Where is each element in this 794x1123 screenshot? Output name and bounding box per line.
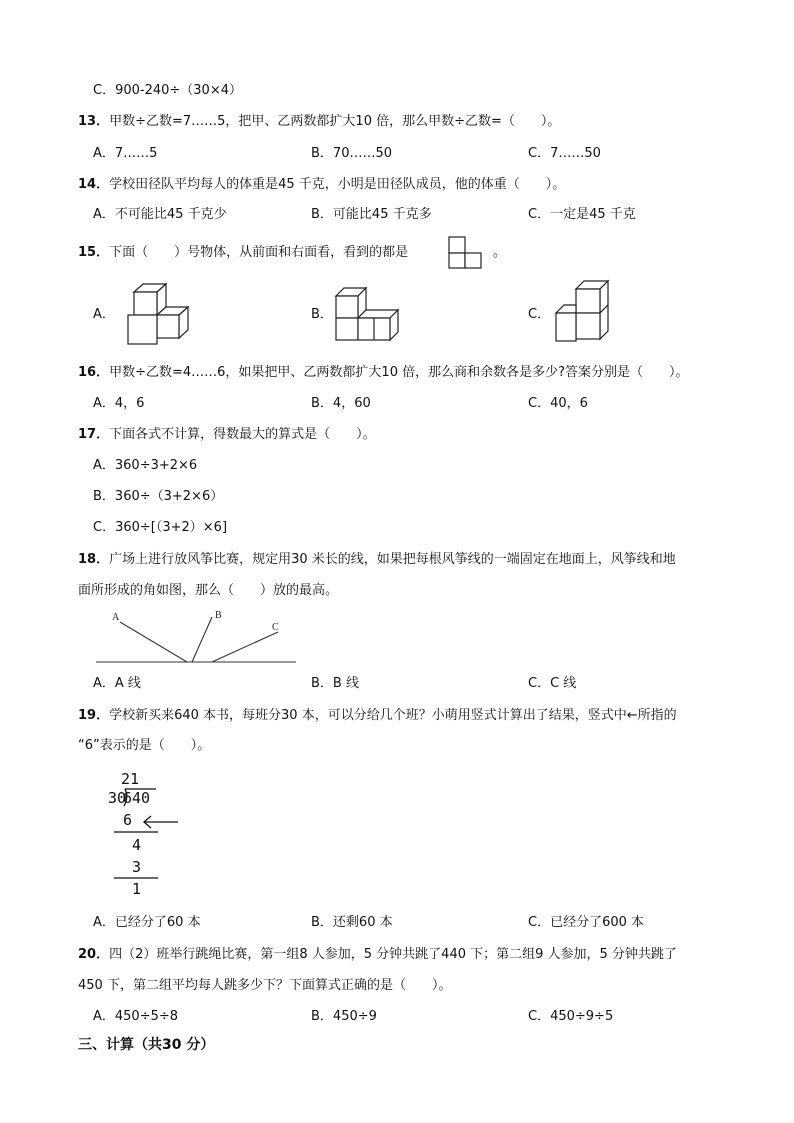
q16-number: 16． xyxy=(78,365,110,380)
q20-option-b: B．450÷9 xyxy=(311,1009,377,1024)
q15-label-a: A． xyxy=(93,307,115,322)
q16-option-a: A．4，6 xyxy=(93,396,145,411)
q19-divisor: 30 xyxy=(108,789,127,807)
q20-text-line1: 四（2）班举行跳绳比赛，第一组8 人参加，5 分钟共跳了440 下；第二组9 人参加，5 分钟共跳了 xyxy=(109,947,677,962)
q20-number: 20． xyxy=(78,947,110,962)
q18-option-c: C．C 线 xyxy=(528,676,577,691)
q13-number: 13． xyxy=(78,114,110,129)
q19-remainder: 1 xyxy=(132,880,142,898)
q19-option-b: B．还剩60 本 xyxy=(311,915,393,930)
q19-number: 19． xyxy=(78,708,110,723)
q19-dividend: 640 xyxy=(123,789,151,807)
q18-text-line2: 面所形成的角如图，那么（ ）放的最高。 xyxy=(78,583,339,598)
q20-question-line1 xyxy=(78,946,677,964)
q20-option-c: C．450÷9÷5 xyxy=(528,1009,614,1024)
q13-option-b: B．70……50 xyxy=(311,146,393,161)
q18-text-line1: 广场上进行放风筝比赛，规定用30 米长的线，如果把每根风筝线的一端固定在地面上，风筝线和地 xyxy=(109,552,676,567)
q18-question-line1 xyxy=(78,551,676,569)
q16-text: 甲数÷乙数=4……6，如果把甲、乙两数都扩大10 倍，那么商和余数各是多少?答案分别是（ ）。 xyxy=(109,365,689,380)
q14-option-a: A．不可能比45 千克少 xyxy=(93,207,227,222)
q19-question-line1 xyxy=(78,707,677,725)
q19-quotient: 21 xyxy=(121,770,140,788)
q13-question xyxy=(78,113,560,131)
q18-kite-line-figure xyxy=(96,608,298,666)
q15-cube-figure-b xyxy=(332,284,402,344)
q13-option-a: A．7……5 xyxy=(93,146,158,161)
q19-long-division xyxy=(108,768,188,900)
q19-text-line2: “6”表示的是（ ）。 xyxy=(78,738,211,753)
q17-option-a: A．360÷3+2×6 xyxy=(93,458,198,473)
q17-text: 下面各式不计算，得数最大的算式是（ ）。 xyxy=(109,427,376,442)
q14-number: 14． xyxy=(78,177,110,192)
q19-step-four: 4 xyxy=(132,836,142,854)
q16-question xyxy=(78,364,689,382)
q18-label-c: C xyxy=(272,622,279,633)
q17-option-c: C．360÷[（3+2）×6] xyxy=(93,520,228,535)
q13-option-c: C．7……50 xyxy=(528,146,601,161)
q18-number: 18． xyxy=(78,552,110,567)
q19-step-three: 3 xyxy=(132,858,142,876)
q19-option-c: C．已经分了600 本 xyxy=(528,915,645,930)
q15-number: 15． xyxy=(78,245,110,260)
q18-option-b: B．B 线 xyxy=(311,676,359,691)
q17-question xyxy=(78,426,376,444)
section-3-heading: 三、计算（共30 分） xyxy=(78,1037,215,1053)
q18-label-a: A xyxy=(112,612,120,623)
q13-text: 甲数÷乙数=7……5，把甲、乙两数都扩大10 倍，那么甲数÷乙数=（ ）。 xyxy=(109,114,561,129)
q19-text-line1: 学校新买来640 本书，每班分30 本，可以分给几个班？小萌用竖式计算出了结果，竖式中←所指的 xyxy=(109,708,677,723)
q15-view-figure xyxy=(448,236,484,270)
q15-question xyxy=(78,244,408,262)
q14-option-c: C．一定是45 千克 xyxy=(528,207,636,222)
q19-option-a: A．已经分了60 本 xyxy=(93,915,201,930)
q16-option-c: C．40，6 xyxy=(528,396,588,411)
q14-text: 学校田径队平均每人的体重是45 千克，小明是田径队成员，他的体重（ ）。 xyxy=(109,177,566,192)
q15-cube-figure-a xyxy=(124,280,194,348)
q15-cube-figure-c xyxy=(550,279,620,347)
q15-text: 下面（ ）号物体，从前面和右面看，看到的都是 xyxy=(109,245,409,260)
q14-option-b: B．可能比45 千克多 xyxy=(311,207,432,222)
q14-question xyxy=(78,176,565,194)
q12-option-c: C．900-240÷（30×4） xyxy=(93,83,242,98)
q15-label-c: C． xyxy=(528,307,551,322)
q15-label-b: B． xyxy=(311,307,333,322)
q19-pointer-arrow-icon xyxy=(144,816,178,828)
q17-number: 17． xyxy=(78,427,110,442)
q18-label-b: B xyxy=(215,610,222,621)
q18-option-a: A．A 线 xyxy=(93,676,141,691)
q17-option-b: B．360÷（3+2×6） xyxy=(93,489,224,504)
q20-text-line2: 450 下，第二组平均每人跳多少下？下面算式正确的是（ ）。 xyxy=(78,978,452,993)
q20-option-a: A．450÷5÷8 xyxy=(93,1009,179,1024)
q15-text-after: 。 xyxy=(493,245,507,260)
q16-option-b: B．4，60 xyxy=(311,396,371,411)
q19-step-six: 6 xyxy=(123,811,133,829)
